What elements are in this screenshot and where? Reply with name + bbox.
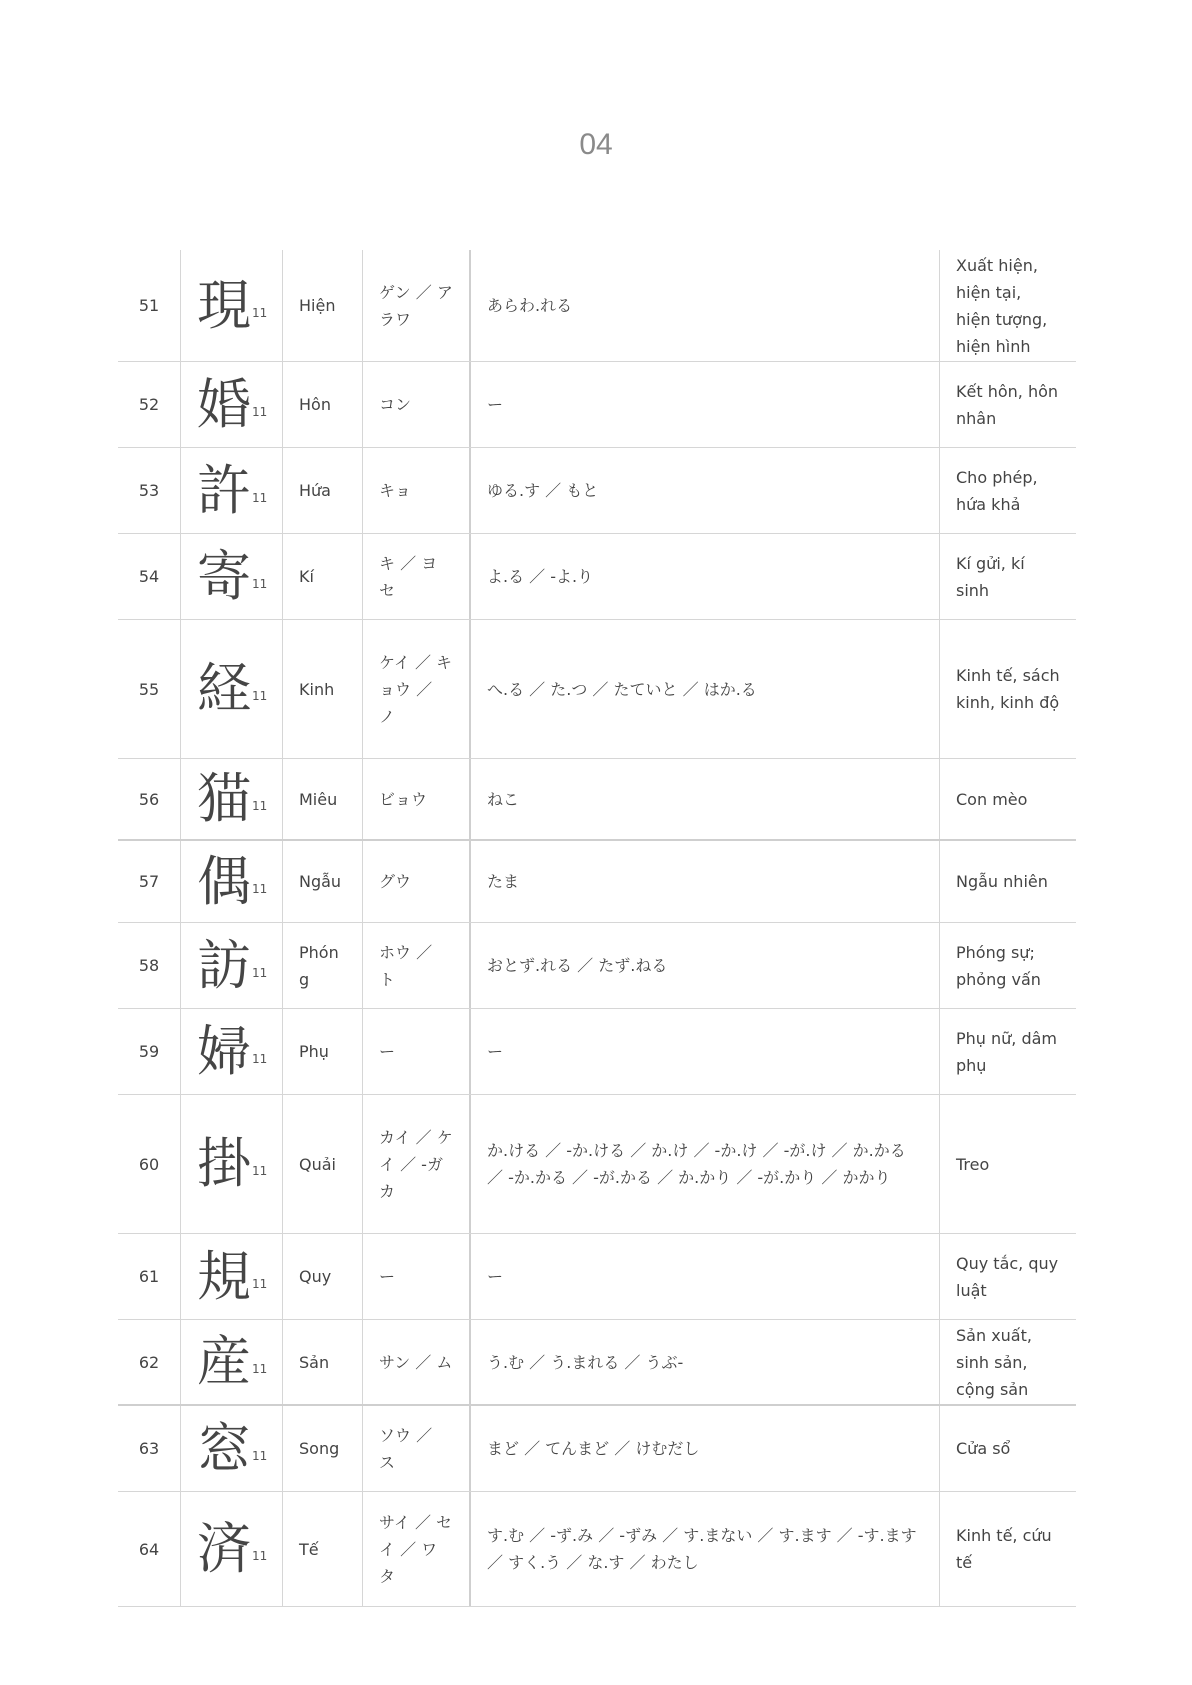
han-viet-cell (283, 620, 363, 758)
onyomi-cell-text: ゲン ／ アラワ (379, 282, 453, 329)
meaning-cell-text: Ngẫu nhiên (956, 872, 1048, 891)
row-number-cell-text: 59 (138, 1042, 160, 1061)
onyomi-cell (363, 448, 471, 533)
kunyomi-cell (471, 448, 940, 533)
han-viet-cell-text: Kí (299, 567, 314, 586)
kunyomi-cell-text: ー (487, 1042, 504, 1061)
kunyomi-cell-text: まど ／ てんまど ／ けむだし (487, 1439, 700, 1458)
kanji-cell (181, 759, 283, 839)
han-viet-cell (283, 841, 363, 922)
row-number-cell-text: 60 (138, 1154, 160, 1174)
kanji-character: 掛 (197, 1132, 251, 1195)
row-number-cell (118, 923, 181, 1008)
row-number-cell-text: 58 (138, 956, 160, 975)
kunyomi-cell (471, 534, 940, 619)
row-number-cell (118, 1234, 181, 1319)
meaning-cell (940, 362, 1076, 447)
meaning-cell-text: Kết hôn, hôn nhân (956, 381, 1059, 428)
meaning-cell-text: Kinh tế, sách kinh, kinh độ (956, 666, 1060, 712)
table-row (118, 1009, 1076, 1095)
stroke-count: 11 (252, 1549, 268, 1563)
kanji-cell (181, 362, 283, 447)
row-number-cell (118, 1406, 181, 1491)
meaning-cell (940, 1492, 1076, 1606)
onyomi-cell (363, 250, 471, 361)
meaning-cell (940, 1406, 1076, 1491)
meaning-cell-text: Cho phép, hứa khả (956, 467, 1038, 514)
meaning-cell-text: Quy tắc, quy luật (956, 1253, 1059, 1300)
han-viet-cell-text: Hiện (299, 296, 336, 315)
kunyomi-cell (471, 362, 940, 447)
kanji-table (118, 250, 1076, 1612)
onyomi-cell (363, 1492, 471, 1606)
meaning-cell-text: Sản xuất, sinh sản, cộng sản (956, 1325, 1032, 1399)
kanji-character: 訪 (197, 933, 251, 997)
row-number-cell-text: 61 (138, 1267, 160, 1286)
onyomi-cell-text: ー (379, 1042, 396, 1061)
meaning-cell-text: Phụ nữ, dâm phụ (956, 1028, 1058, 1075)
row-number-cell-text: 51 (138, 296, 160, 315)
row-number-cell (118, 759, 181, 839)
page-number: 04 (579, 128, 613, 161)
han-viet-cell-text: Quy (299, 1267, 332, 1286)
row-number-cell (118, 250, 181, 361)
kanji-cell (181, 1320, 283, 1404)
kunyomi-cell (471, 923, 940, 1008)
meaning-cell-text: Treo (956, 1154, 990, 1174)
stroke-count: 11 (252, 1362, 268, 1376)
kanji-cell (181, 448, 283, 533)
kunyomi-cell-text: たま (487, 872, 520, 891)
kanji-cell (181, 1009, 283, 1094)
kunyomi-cell-text: よ.る ／ -よ.り (487, 567, 594, 586)
table-row (118, 1234, 1076, 1320)
stroke-count: 11 (252, 689, 268, 703)
onyomi-cell (363, 1406, 471, 1491)
row-number-cell (118, 362, 181, 447)
stroke-count: 11 (252, 305, 268, 320)
kunyomi-cell (471, 250, 940, 361)
kanji-cell (181, 1492, 283, 1606)
row-number-cell (118, 448, 181, 533)
onyomi-cell (363, 923, 471, 1008)
kunyomi-cell-text: か.ける ／ -か.ける ／ か.け ／ -か.け ／ -が.け ／ か.かる ／ -か.かる ／ -が.かる ／ か.かり ／ -が.かり ／ かかり (487, 1141, 906, 1187)
kunyomi-cell-text: へ.る ／ た.つ ／ たていと ／ はか.る (487, 679, 757, 699)
han-viet-cell (283, 1406, 363, 1491)
table-row (118, 1095, 1076, 1234)
table-row (118, 362, 1076, 448)
row-number-cell-text: 55 (138, 679, 160, 699)
han-viet-cell-text: Phụ (299, 1042, 329, 1061)
han-viet-cell (283, 1009, 363, 1094)
onyomi-cell-text: キョ (379, 481, 412, 500)
row-number-cell-text: 64 (138, 1539, 160, 1559)
han-viet-cell-text: Quải (299, 1154, 336, 1174)
han-viet-cell (283, 534, 363, 619)
onyomi-cell (363, 362, 471, 447)
onyomi-cell (363, 1009, 471, 1094)
onyomi-cell-text: カイ ／ ケイ ／ -ガカ (379, 1127, 453, 1201)
stroke-count: 11 (252, 881, 268, 896)
table-row (118, 923, 1076, 1009)
kanji-cell (181, 841, 283, 922)
han-viet-cell-text: Tế (299, 1539, 319, 1559)
stroke-count: 11 (252, 1164, 268, 1178)
han-viet-cell (283, 448, 363, 533)
stroke-count: 11 (252, 404, 268, 419)
meaning-cell (940, 620, 1076, 758)
kunyomi-cell (471, 1406, 940, 1491)
meaning-cell (940, 448, 1076, 533)
meaning-cell (940, 1095, 1076, 1233)
kanji-character: 婦 (197, 1019, 251, 1083)
meaning-cell-text: Kinh tế, cứu tế (956, 1526, 1052, 1572)
kanji-cell (181, 1095, 283, 1233)
table-row (118, 250, 1076, 362)
row-number-cell-text: 54 (138, 567, 160, 586)
kanji-character: 窓 (197, 1416, 251, 1480)
kanji-cell (181, 620, 283, 758)
han-viet-cell (283, 1320, 363, 1404)
stroke-count: 11 (252, 965, 268, 980)
onyomi-cell (363, 1320, 471, 1404)
onyomi-cell-text: キ ／ ヨセ (379, 553, 438, 600)
han-viet-cell (283, 1095, 363, 1233)
row-number-cell-text: 57 (138, 872, 160, 891)
kunyomi-cell-text: ゆる.す ／ もと (487, 481, 599, 500)
table-row (118, 620, 1076, 759)
onyomi-cell-text: ホウ ／ ト (379, 942, 433, 989)
kanji-cell (181, 1234, 283, 1319)
table-row (118, 841, 1076, 923)
table-row (118, 1492, 1076, 1607)
kanji-character: 寄 (197, 544, 251, 608)
kunyomi-cell-text: ー (487, 395, 504, 414)
kunyomi-cell (471, 1320, 940, 1404)
row-number-cell (118, 1009, 181, 1094)
meaning-cell-text: Xuất hiện, hiện tại, hiện tượng, hiện hình (956, 255, 1048, 356)
stroke-count: 11 (252, 1448, 268, 1463)
han-viet-cell-text: Hứa (299, 481, 331, 500)
meaning-cell (940, 1009, 1076, 1094)
stroke-count: 11 (252, 1051, 268, 1066)
stroke-count: 11 (252, 576, 268, 591)
meaning-cell-text: Phóng sự; phỏng vấn (956, 942, 1041, 989)
kanji-character: 猫 (197, 767, 251, 830)
onyomi-cell (363, 759, 471, 839)
kunyomi-cell (471, 1009, 940, 1094)
kunyomi-cell (471, 1234, 940, 1319)
table-row (118, 448, 1076, 534)
kunyomi-cell-text: ねこ (487, 789, 520, 809)
meaning-cell-text: Con mèo (956, 789, 1028, 809)
onyomi-cell (363, 841, 471, 922)
onyomi-cell (363, 534, 471, 619)
meaning-cell (940, 1234, 1076, 1319)
han-viet-cell-text: Song (299, 1439, 340, 1458)
han-viet-cell (283, 362, 363, 447)
kunyomi-cell-text: す.む ／ -ず.み ／ -ずみ ／ す.まない ／ す.ます ／ -す.ます ／ すく.う ／ な.す ／ わたし (487, 1526, 917, 1572)
row-number-cell-text: 53 (138, 481, 160, 500)
onyomi-cell-text: ー (379, 1267, 396, 1286)
han-viet-cell (283, 923, 363, 1008)
kunyomi-cell (471, 841, 940, 922)
kanji-cell (181, 534, 283, 619)
kanji-character: 経 (197, 657, 251, 720)
onyomi-cell-text: ケイ ／ キョウ ／ ノ (379, 652, 453, 726)
meaning-cell (940, 923, 1076, 1008)
onyomi-cell (363, 1095, 471, 1233)
table-row (118, 1406, 1076, 1492)
kanji-character: 偶 (197, 849, 251, 913)
meaning-cell (940, 534, 1076, 619)
han-viet-cell (283, 1234, 363, 1319)
kanji-character: 現 (197, 273, 251, 337)
han-viet-cell (283, 1492, 363, 1606)
row-number-cell-text: 52 (138, 395, 160, 414)
meaning-cell (940, 841, 1076, 922)
row-number-cell (118, 1320, 181, 1404)
meaning-cell (940, 759, 1076, 839)
kanji-cell (181, 250, 283, 361)
kanji-cell (181, 923, 283, 1008)
kanji-character: 婚 (197, 372, 251, 436)
table-row (118, 534, 1076, 620)
kunyomi-cell (471, 759, 940, 839)
kanji-character: 済 (197, 1517, 251, 1580)
row-number-cell (118, 620, 181, 758)
stroke-count: 11 (252, 1276, 268, 1291)
kunyomi-cell-text: う.む ／ う.まれる ／ うぶ- (487, 1352, 684, 1372)
table-row (118, 1320, 1076, 1406)
table-row (118, 759, 1076, 841)
han-viet-cell-text: Miêu (299, 789, 338, 809)
row-number-cell-text: 62 (138, 1352, 160, 1372)
han-viet-cell-text: Sản (299, 1352, 330, 1372)
row-number-cell (118, 841, 181, 922)
row-number-cell (118, 534, 181, 619)
han-viet-cell-text: Kinh (299, 679, 335, 699)
row-number-cell (118, 1492, 181, 1606)
onyomi-cell-text: サイ ／ セイ ／ ワタ (379, 1512, 453, 1586)
kanji-character: 産 (197, 1330, 251, 1393)
meaning-cell-text: Cửa sổ (956, 1439, 1011, 1458)
kanji-character: 規 (197, 1244, 251, 1308)
meaning-cell (940, 250, 1076, 361)
row-number-cell-text: 56 (138, 789, 160, 809)
stroke-count: 11 (252, 490, 268, 505)
meaning-cell (940, 1320, 1076, 1404)
kunyomi-cell (471, 620, 940, 758)
han-viet-cell-text: Hôn (299, 395, 331, 414)
kunyomi-cell-text: あらわ.れる (487, 296, 573, 315)
han-viet-cell-text: Ngẫu (299, 872, 342, 891)
onyomi-cell-text: コン (379, 395, 412, 414)
han-viet-cell (283, 759, 363, 839)
row-number-cell-text: 63 (138, 1439, 160, 1458)
han-viet-cell (283, 250, 363, 361)
onyomi-cell-text: ソウ ／ ス (379, 1425, 433, 1472)
kanji-character: 許 (197, 458, 251, 522)
kunyomi-cell-text: おとず.れる ／ たず.ねる (487, 956, 668, 975)
onyomi-cell (363, 620, 471, 758)
onyomi-cell-text: グウ (379, 872, 412, 891)
stroke-count: 11 (252, 799, 268, 813)
kunyomi-cell-text: ー (487, 1267, 504, 1286)
onyomi-cell-text: ビョウ (379, 789, 428, 809)
han-viet-cell-text: Phóng (299, 942, 339, 989)
onyomi-cell-text: サン ／ ム (379, 1352, 453, 1372)
row-number-cell (118, 1095, 181, 1233)
kanji-cell (181, 1406, 283, 1491)
kunyomi-cell (471, 1095, 940, 1233)
onyomi-cell (363, 1234, 471, 1319)
meaning-cell-text: Kí gửi, kí sinh (956, 553, 1025, 600)
kunyomi-cell (471, 1492, 940, 1606)
